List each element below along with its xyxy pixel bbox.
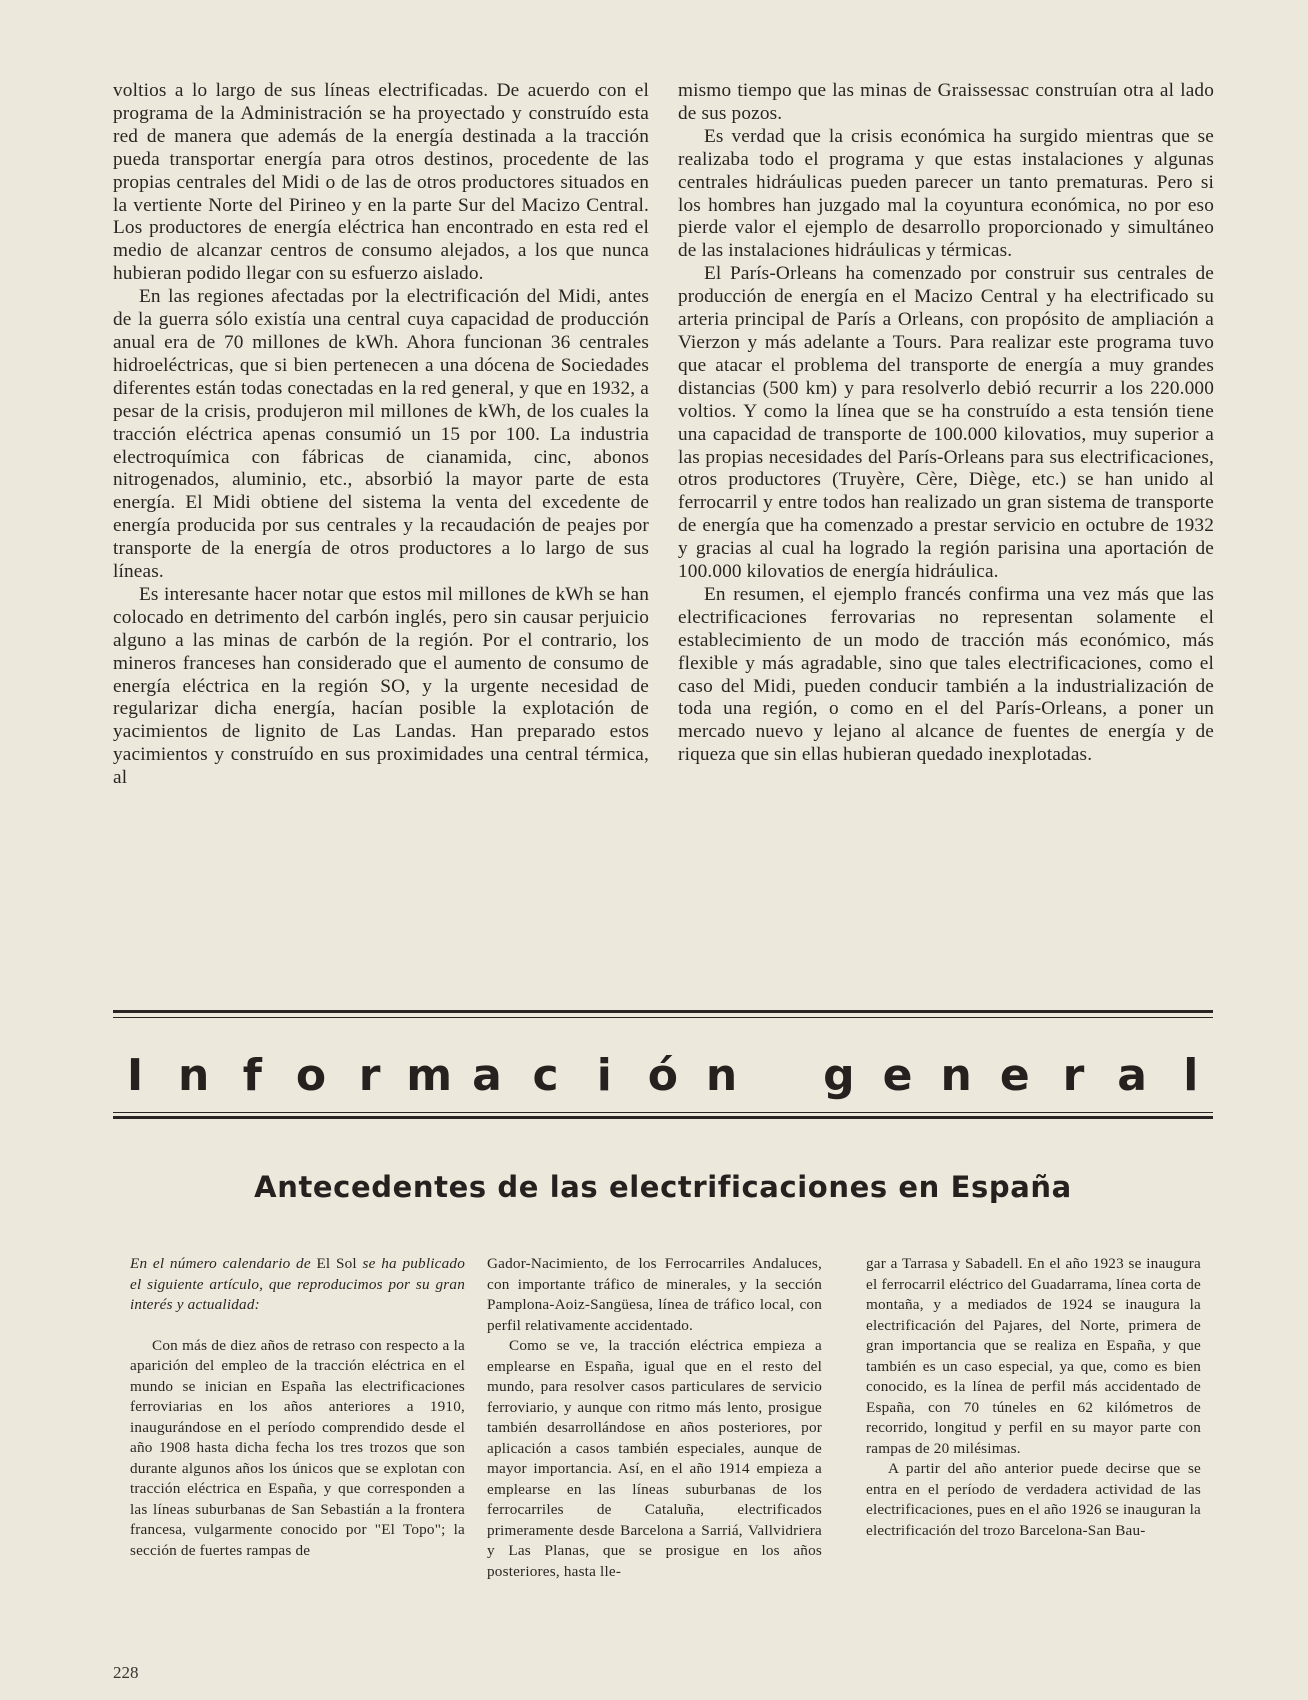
paragraph: A partir del año anterior puede decirse que se entra en el período de verdadera actividad de las electrificaciones, pues en el año 1926 se inauguran la electrificación del trozo Barcelona-San Bau- bbox=[866, 1460, 1201, 1539]
section-title-letter: e bbox=[882, 1049, 913, 1101]
section-title-letter: m bbox=[406, 1049, 453, 1101]
page-number: 228 bbox=[113, 1663, 139, 1682]
intro-source: El Sol bbox=[316, 1255, 357, 1272]
section-title-letter: i bbox=[596, 1049, 612, 1101]
paragraph: Es verdad que la crisis económica ha surgido mientras que se realizaba todo el programa y que estas instalaciones y algunas centrales hidráulicas pueden parecer un tanto prematuras. Pero si los hombres han juzgado mal la coyuntura económica, no por eso pierde valor el ejemplo de desarrollo proporcionado y simultáneo de las instalaciones hidráulicas y térmicas. bbox=[678, 125, 1214, 262]
section-title-letter: n bbox=[177, 1049, 210, 1101]
paragraph: gar a Tarrasa y Sabadell. En el año 1923 se inaugura el ferrocarril eléctrico del Guadarrama, línea corta de montaña, y a mediados de 1924 se inaugura la electrificación del Pajares, del Norte, primera de gran importancia que se realiza en España, y que también es un caso especial, ya que, como es bien conocido, es la línea de perfil más accidentado de España, con 70 túneles en 62 kilómetros de recorrido, longitud y perfil en su mayor parte con rampas de 20 milésimas. bbox=[866, 1255, 1201, 1457]
section-title-letter: c bbox=[532, 1049, 559, 1101]
section-title-letter: l bbox=[1183, 1049, 1199, 1101]
section-title-letter: a bbox=[1117, 1049, 1147, 1101]
intro-text: En el número calendario de bbox=[130, 1255, 311, 1272]
paragraph: Gador-Nacimiento, de los Ferrocarriles Andaluces, con importante tráfico de minerales, y la sección Pamplona-Aoiz-Sangüesa, línea de tráfico local, con perfil relativamente accidentado. bbox=[487, 1255, 822, 1334]
top-column-right bbox=[678, 80, 1214, 767]
section-title-letter: o bbox=[295, 1049, 327, 1101]
bottom-column-middle bbox=[487, 1254, 822, 1582]
paragraph: mismo tiempo que las minas de Graissessac construían otra al lado de sus pozos. bbox=[678, 80, 1214, 124]
section-title-letter: e bbox=[999, 1049, 1030, 1101]
paragraph: El París-Orleans ha comenzado por construir sus centrales de producción de energía en el Macizo Central y ha electrificado su arteria principal de París a Orleans, con propósito de ampliación a Vierzon y más adelante a Tours. Para realizar este programa tuvo que atacar el problema del transporte de energía a muy grandes distancias (500 km) y para resolverlo debió recurrir a los 220.000 voltios. Y como la línea que se ha construído a esta tensión tiene una capacidad de transporte de 100.000 kilovatios, muy superior a las propias necesidades del París-Orleans para sus electrificaciones, otros productores (Truyère, Cère, Diège, etc.) se han unido al ferrocarril y entre todos han realizado un gran sistema de transporte de energía que ha comenzado a prestar servicio en octubre de 1932 y gracias al cual ha logrado la región parisina una aportación de 100.000 kilovatios de energía hidráulica. bbox=[678, 263, 1214, 583]
intro-text: se ha publicado el siguiente artículo, que reproducimos por su gran interés y actualidad: bbox=[130, 1255, 465, 1313]
section-rule-top-thin bbox=[113, 1017, 1213, 1018]
paragraph: Con más de diez años de retraso con respecto a la aparición del empleo de la tracción eléctrica en el mundo se inician en España las electrificaciones ferroviarias en los años anteriores a 1910, inaugurándose en el período comprendido desde el año 1908 hasta dicha fecha los tres trozos que son durante algunos años los únicos que se explotan con tracción eléctrica en España, y que corresponden a las líneas suburbanas de San Sebastián a la frontera francesa, vulgarmente conocido por "El Topo"; la sección de fuertes rampas de bbox=[130, 1336, 465, 1559]
section-title-letter: f bbox=[242, 1049, 262, 1101]
paragraph: voltios a lo largo de sus líneas electrificadas. De acuerdo con el programa de la Administración se ha proyectado y construído esta red de manera que además de la energía destinada a la tracción pueda transportar energía para otros destinos, procedente de las propias centrales del Midi o de las de otros productores situados en la vertiente Norte del Pirineo y en la parte Sur del Macizo Central. Los productores de energía eléctrica han encontrado en esta red el medio de alcanzar centros de consumo alejados, a los que nunca hubieran podido llegar con su esfuerzo aislado. bbox=[113, 80, 649, 285]
section-title-letter: g bbox=[823, 1049, 855, 1101]
paragraph: Es interesante hacer notar que estos mil millones de kWh se han colocado en detrimento del carbón inglés, pero sin causar perjuicio alguno a las minas de carbón de la región. Por el contrario, los mineros franceses han considerado que el aumento de consumo de energía eléctrica en la región SO, y la urgente necesidad de regularizar dicha energía, hacían posible la explotación de yacimientos de lignito de Las Landas. Han preparado estos yacimientos y construído en sus proximidades una central térmica, al bbox=[113, 583, 649, 789]
top-column-left bbox=[113, 80, 649, 790]
section-rule-top bbox=[113, 1010, 1213, 1013]
article-intro bbox=[130, 1254, 465, 1316]
section-title bbox=[113, 1042, 1213, 1108]
section-title-letter: n bbox=[705, 1049, 738, 1101]
section-title-letter: a bbox=[472, 1049, 502, 1101]
paragraph: Como se ve, la tracción eléctrica empieza a emplearse en España, igual que en el resto del mundo, para resolver casos particulares de servicio ferroviario, y aunque con ritmo más lento, prosigue también desarrollándose en años posteriores, por aplicación a casos también especiales, aunque de mayor importancia. Así, en el año 1914 empieza a emplearse en las líneas suburbanas de los ferrocarriles de Cataluña, electrificados primeramente desde Barcelona a Sarriá, Vallvidriera y Las Planas, que se prosigue en los años posteriores, hasta lle- bbox=[487, 1337, 822, 1580]
paragraph: En las regiones afectadas por la electrificación del Midi, antes de la guerra sólo existía una central cuya capacidad de producción anual era de 70 millones de kWh. Ahora funcionan 36 centrales hidroeléctricas, que si bien pertenecen a una dócena de Sociedades diferentes están todas conectadas en la red general, y que en 1932, a pesar de la crisis, produjeron mil millones de kWh, de los cuales la tracción eléctrica apenas consumió un 15 por 100. La industria electroquímica con fábricas de cianamida, cinc, abonos nitrogenados, aluminio, etc., absorbió la mayor parte de esta energía. El Midi obtiene del sistema la venta del excedente de energía producida por sus centrales y la recaudación de peajes por transporte de la energía de otros productores a lo largo de sus líneas. bbox=[113, 286, 649, 583]
section-title-letter: r bbox=[1062, 1049, 1085, 1101]
paragraph: En resumen, el ejemplo francés confirma una vez más que las electrificaciones ferrovarias no representan solamente el establecimiento de un modo de tracción más económico, más flexible y más agradable, sino que tales electrificaciones, como el caso del Midi, pueden conducir también a la industrialización de toda una región, o como en el del París-Orleans, a poner un mercado nuevo y lejano al alcance de fuentes de energía y de riqueza que sin ellas hubieran quedado inexplotadas. bbox=[678, 583, 1214, 766]
section-rule-bottom-thin bbox=[113, 1112, 1213, 1113]
section-title-letter: r bbox=[358, 1049, 381, 1101]
bottom-column-right bbox=[866, 1254, 1201, 1541]
section-title-letter: I bbox=[126, 1049, 144, 1101]
section-title-letter: ó bbox=[647, 1049, 679, 1101]
section-rule-bottom bbox=[113, 1116, 1213, 1119]
bottom-column-left bbox=[130, 1254, 465, 1561]
section-title-letter: n bbox=[940, 1049, 972, 1101]
article-headline: Antecedentes de las electrificaciones en España bbox=[254, 1170, 1072, 1204]
